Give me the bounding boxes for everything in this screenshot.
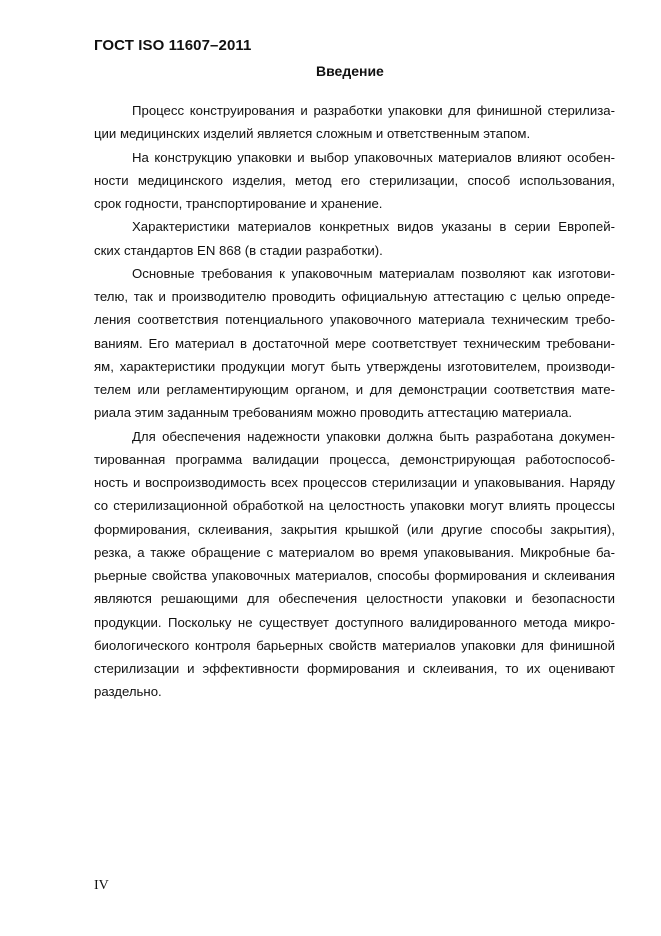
section-title: Введение	[316, 63, 384, 79]
body-text	[94, 99, 615, 704]
text-line: Для обеспечения надежности упаковки должна быть разработана докумен-	[132, 428, 615, 444]
document-code: ГОСТ ISO 11607–2011	[94, 37, 252, 54]
text-line: риала этим заданным требованиям можно проводить аттестацию материала.	[94, 405, 573, 421]
text-line: ваниям. Его материал в достаточной мере соответствует техническим требовани-	[94, 335, 615, 351]
text-line: ции медицинских изделий является сложным и ответственным этапом.	[94, 126, 531, 142]
text-line: являются решающими для обеспечения целостности упаковки и безопасности	[94, 591, 615, 607]
paragraph	[94, 425, 615, 704]
text-line: Характеристики материалов конкретных видов указаны в серии Европей-	[132, 219, 615, 235]
text-line: ям, характеристики продукции могут быть утверждены изготовителем, производи-	[94, 358, 615, 374]
text-line: Основные требования к упаковочным материалам позволяют как изготови-	[132, 265, 615, 281]
text-line: резка, а также обращение с материалом во время упаковывания. Микробные ба-	[94, 544, 615, 560]
text-line: раздельно.	[94, 684, 162, 700]
text-line: стерилизации и эффективности формирования и склеивания, то их оценивают	[94, 661, 615, 676]
text-line: формирования, склеивания, закрытия крышкой (или другие способы закрытия),	[94, 521, 615, 537]
text-line: ности медицинского изделия, метод его стерилизации, способ использования,	[94, 172, 615, 188]
page-number: IV	[94, 878, 109, 893]
text-line: срок годности, транспортирование и хранение.	[94, 196, 383, 211]
text-line: ность и воспроизводимость всех процессов стерилизации и упаковывания. Наряду	[94, 475, 615, 490]
paragraph	[94, 99, 615, 146]
paragraph	[94, 146, 615, 216]
text-line: Процесс конструирования и разработки упаковки для финишной стерилиза-	[132, 103, 615, 118]
text-line: тированная программа валидации процесса, демонстрирующая работоспособ-	[94, 451, 615, 467]
text-line: телем или регламентирующим органом, и для демонстрации соответствия мате-	[94, 382, 615, 397]
text-line: ления соответствия потенциального упаковочного материала техническим требо-	[94, 312, 615, 328]
paragraph	[94, 262, 615, 425]
text-line: рьерные свойства упаковочных материалов, способы формирования и склеивания	[94, 568, 615, 583]
text-line: ских стандартов EN 868 (в стадии разработки).	[94, 242, 383, 258]
paragraph	[94, 215, 615, 262]
text-line: со стерилизационной обработкой на целостность упаковки могут влиять процессы	[94, 498, 615, 514]
text-line: На конструкцию упаковки и выбор упаковочных материалов влияют особен-	[132, 149, 615, 165]
text-line: продукции. Поскольку не существует доступного валидированного метода микро-	[94, 614, 615, 630]
text-line: биологического контроля барьерных свойств материалов упаковки для финишной	[94, 637, 615, 653]
text-line: телю, так и производителю проводить официальную аттестацию с целью опреде-	[94, 289, 615, 304]
